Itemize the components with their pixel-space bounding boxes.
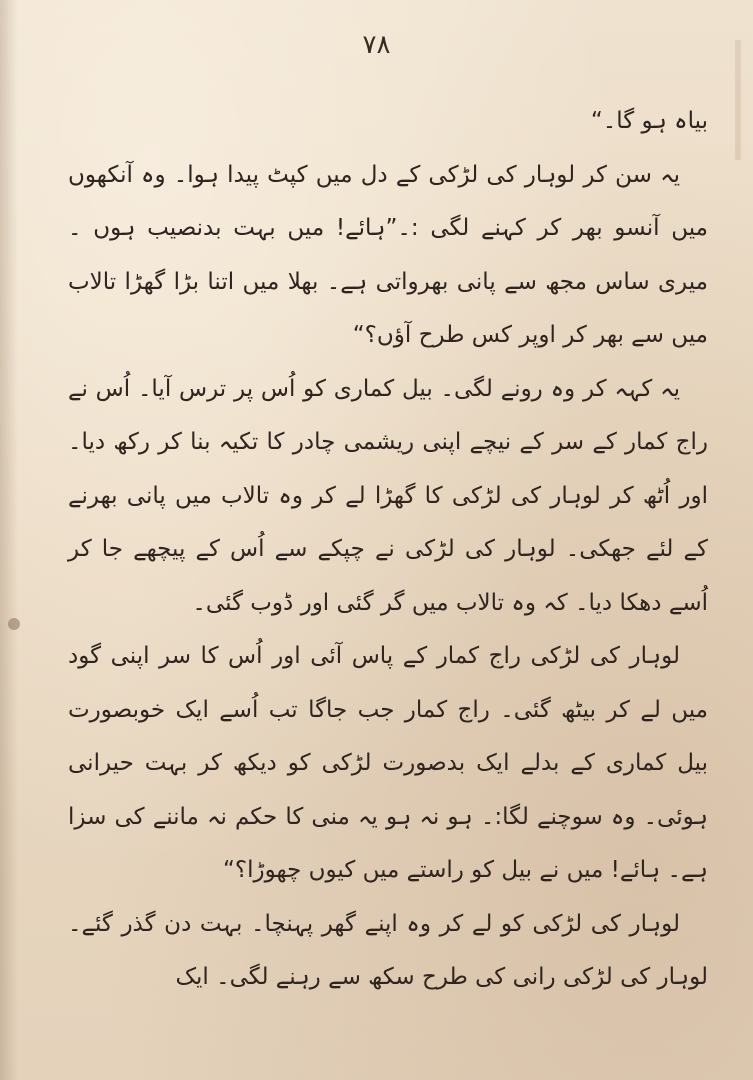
- page-edge-shadow: [0, 0, 18, 1080]
- paragraph: لوہار کی لڑکی راج کمار کے پاس آئی اور اُس کا سر اپنی گود میں لے کر بیٹھ گئی۔ راج کمار جب جاگا تب اُسے ایک خوبصورت بیل کماری کے بدلے ایک بدصورت لڑکی کو دیکھ کر بہت حیرانی ہوئی۔ وہ سوچنے لگا:۔ ہو نہ ہو یہ منی کا حکم نہ ماننے کی سزا ہے۔ ہائے! میں نے بیل کو راستے میں کیوں چھوڑا؟“: [68, 643, 708, 883]
- ink-stain: [8, 618, 20, 630]
- paragraph: لوہار کی لڑکی کو لے کر وہ اپنے گھر پہنچا۔ بہت دن گذر گئے۔ لوہار کی لڑکی رانی کی طرح سکھ سے رہنے لگی۔ ایک: [68, 910, 708, 990]
- paragraph: یہ سن کر لوہار کی لڑکی کے دل میں کپٹ پیدا ہوا۔ وہ آنکھوں میں آنسو بھر کر کہنے لگی :۔”ہائے! میں بہت بدنصیب ہوں ۔ میری ساس مجھ سے پانی بھرواتی ہے۔ بھلا میں اتنا بڑا گھڑا تالاب میں سے بھر کر اوپر کس طرح آؤں؟“: [68, 161, 708, 348]
- page-number: ٧٨: [362, 30, 391, 60]
- paragraph: بیاہ ہو گا۔“: [590, 108, 708, 134]
- urdu-text-body: [68, 95, 708, 1005]
- paragraph: یہ کہہ کر وہ رونے لگی۔ بیل کماری کو اُس پر ترس آیا۔ اُس نے راج کمار کے سر کے نیچے اپنی ریشمی چادر کا تکیہ بنا کر رکھ دیا۔ اور اُٹھ کر لوہار کی لڑکی کا گھڑا لے کر وہ تالاب میں پانی بھرنے کے لئے جھکی۔ لوہار کی لڑکی نے چپکے سے اُس کے پیچھے جا کر اُسے دھکا دیا۔ کہ وہ تالاب میں گر گئی اور ڈوب گئی۔: [68, 375, 708, 616]
